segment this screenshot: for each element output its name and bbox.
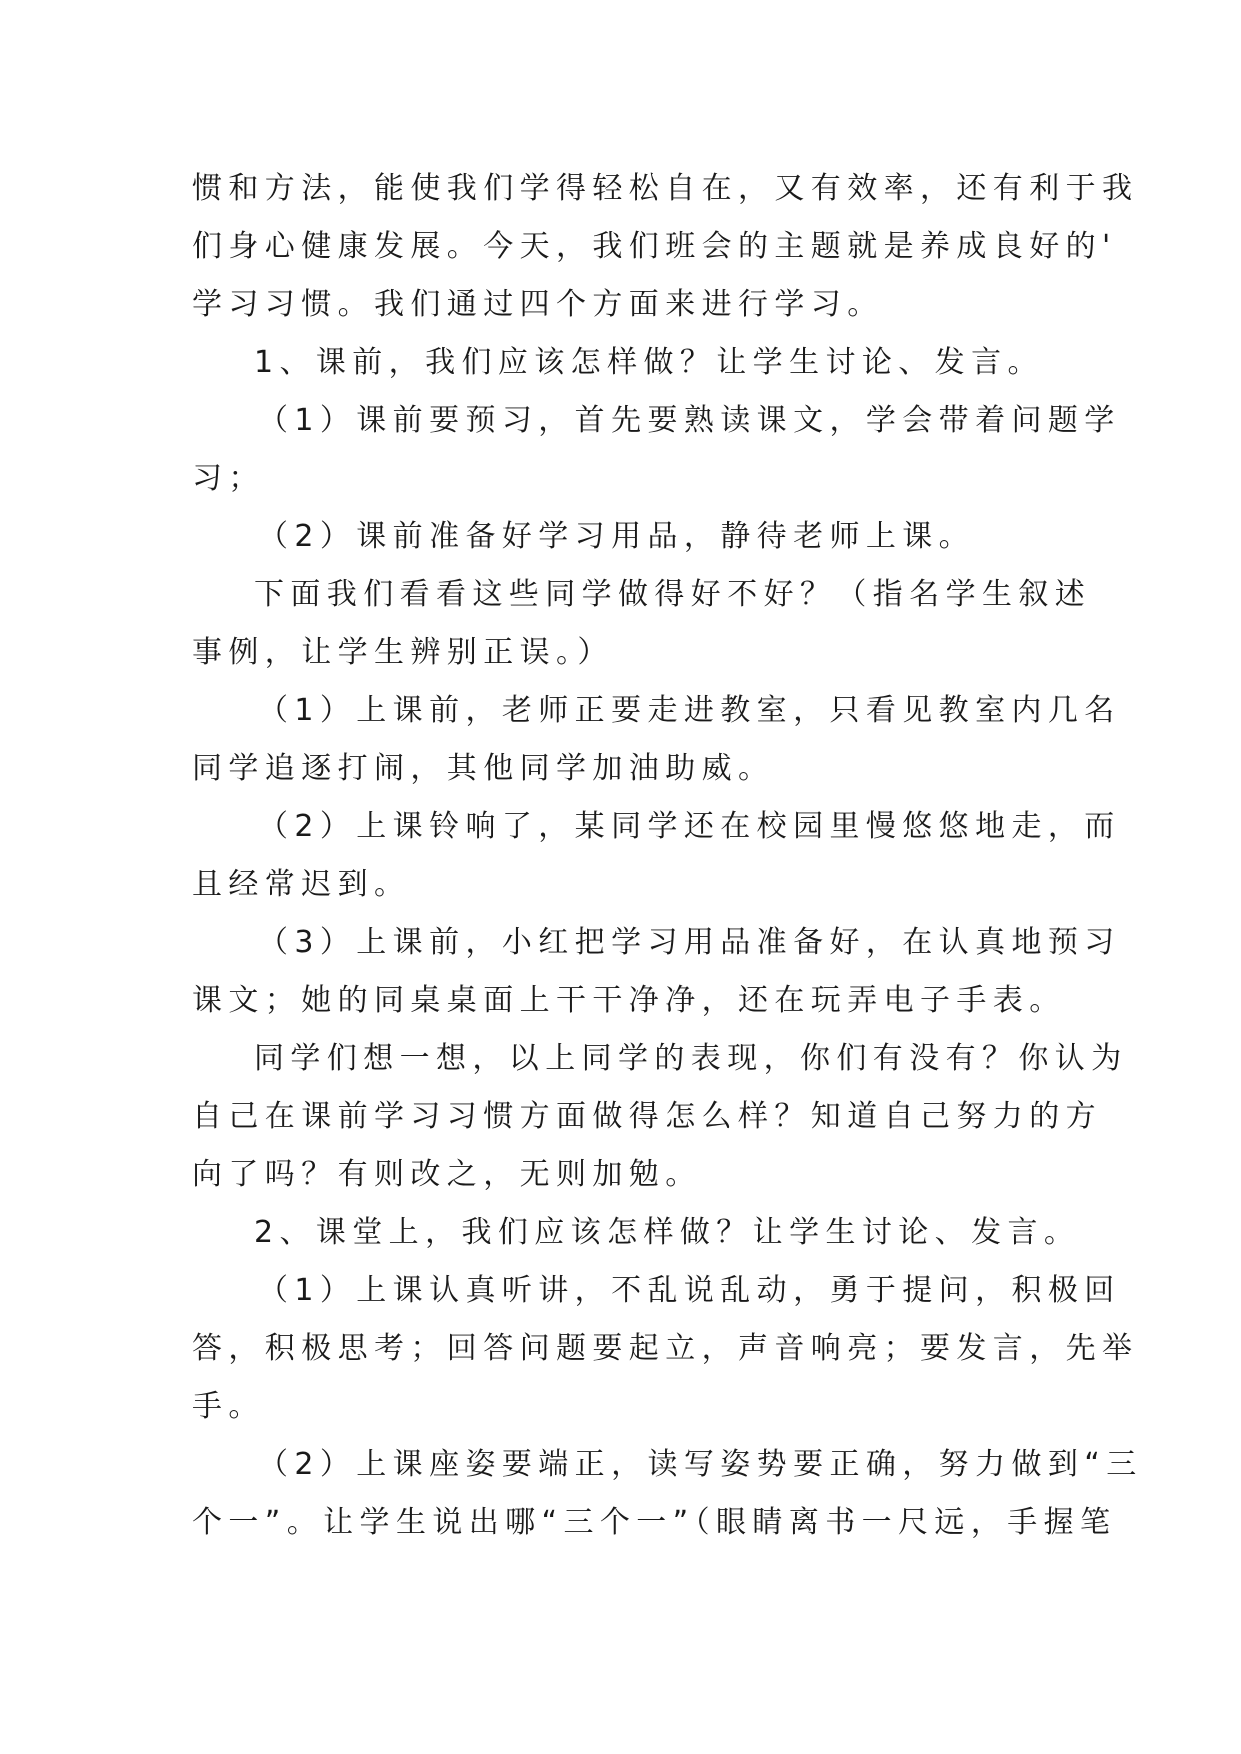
text-line: 自己在课前学习习惯方面做得怎么样？知道自己努力的方	[192, 1099, 1102, 1134]
text-line: 且经常迟到。	[192, 867, 411, 902]
text-line: 们身心健康发展。今天，我们班会的主题就是养成良好的'	[192, 229, 1117, 264]
document-body	[192, 160, 1143, 1552]
text-line: （2）上课铃响了，某同学还在校园里慢悠悠地走，而	[258, 809, 1121, 844]
text-line: 个一”。让学生说出哪“三个一”（眼睛离书一尺远，手握笔	[192, 1505, 1117, 1540]
text-line: 答，积极思考；回答问题要起立，声音响亮；要发言，先举	[192, 1331, 1139, 1366]
text-line: （2）课前准备好学习用品，静待老师上课。	[258, 519, 976, 554]
text-line: （1）上课前，老师正要走进教室，只看见教室内几名	[258, 693, 1121, 728]
text-line: 事例，让学生辨别正误。）	[192, 635, 614, 670]
text-line: 向了吗？有则改之，无则加勉。	[192, 1157, 702, 1192]
text-line: （2）上课座姿要端正，读写姿势要正确，努力做到“三	[258, 1447, 1143, 1482]
text-line: 下面我们看看这些同学做得好不好？（指名学生叙述	[254, 577, 1092, 612]
text-line: 学习习惯。我们通过四个方面来进行学习。	[192, 287, 884, 322]
text-line: 同学们想一想，以上同学的表现，你们有没有？你认为	[254, 1041, 1128, 1076]
text-line: 2、课堂上，我们应该怎样做？让学生讨论、发言。	[254, 1215, 1081, 1250]
text-line: 课文；她的同桌桌面上干干净净，还在玩弄电子手表。	[192, 983, 1066, 1018]
text-line: 习；	[192, 461, 265, 496]
text-line: （3）上课前，小红把学习用品准备好，在认真地预习	[258, 925, 1121, 960]
text-line: （1）课前要预习，首先要熟读课文，学会带着问题学	[258, 403, 1121, 438]
text-line: （1）上课认真听讲，不乱说乱动，勇于提问，积极回	[258, 1273, 1121, 1308]
text-line: 惯和方法，能使我们学得轻松自在，又有效率，还有利于我	[192, 171, 1139, 206]
text-line: 1、课前，我们应该怎样做？让学生讨论、发言。	[254, 345, 1044, 380]
text-line: 手。	[192, 1389, 265, 1424]
text-line: 同学追逐打闹，其他同学加油助威。	[192, 751, 775, 786]
